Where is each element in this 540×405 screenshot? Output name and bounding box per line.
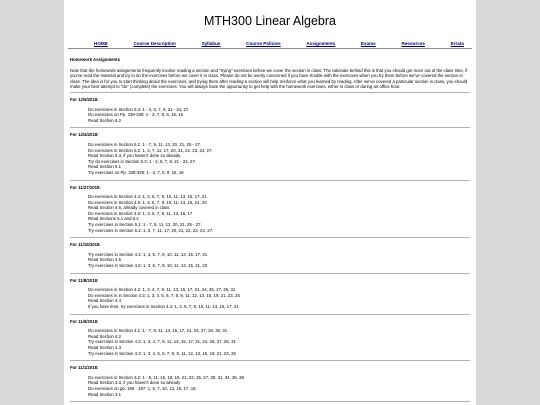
nav-link-assignments[interactable]: Assignments <box>306 41 336 46</box>
nav-link-course-policies[interactable]: Course Policies <box>246 41 281 46</box>
assignment-item: Do exercises in Section 3.2: 1 - 5, 11, 15, 18, 19, 21, 22, 25, 27, 30, 31, 34, 36, 39. <box>88 374 246 380</box>
assignment-item: Read Section 6.2 <box>88 117 121 123</box>
assignment-item: Do exercises in Section 4.5: 1, 3, 5, 7, 9, 10, 11, 13, 15, 21, 23 <box>88 199 207 205</box>
intro-divider <box>70 92 470 93</box>
assignment-item: Read Section 4.5 <box>88 257 121 263</box>
assignment-item: Read Section 3.3, if you haven't done so already <box>88 380 181 386</box>
assignment-item: Try exercises in Section 4.5: 1, 3, 5, 7, 9, 10, 11, 13, 15, 21, 23 <box>88 263 208 269</box>
page-container <box>64 0 476 405</box>
assignment-item: If you have time, try exercises in Section 4.4: 1, 3, 5, 7, 9, 10, 11, 13, 15, 17, 21 <box>88 304 239 309</box>
assignment-item: Read Section 4.6, already covered in class <box>88 205 170 211</box>
week-date: For 12/4/2018: <box>70 132 99 138</box>
week-block <box>70 132 470 180</box>
week-divider <box>70 401 470 402</box>
site-title: MTH300 Linear Algebra <box>203 14 337 28</box>
assignment-item: Try exercises in Section 5.1: 1 - 7, 9, 11, 13, 20, 21, 25 - 27. <box>88 222 202 228</box>
assignment-item: Do exercises in Section 5.2: 1, 3, 7, 11, 17, 20, 21, 22, 23, 24, 27. <box>88 147 213 153</box>
assignment-item: Try exercises in Section 4.3: 1, 3, 4, 5, 6, 7, 8, 9, 11, 12, 13, 15, 19, 21, 23, 25 <box>88 350 236 356</box>
nav-link-home[interactable]: HOME <box>94 41 108 46</box>
week-date: For 11/6/2018: <box>70 318 99 324</box>
assignment-item: Read Section 4.2 <box>88 333 121 339</box>
week-divider <box>70 314 470 315</box>
assignment-item: Read Section 4.3 <box>88 344 121 350</box>
assignment-item: Try exercises in Section 4.2: 1, 3, 4, 7, 9, 11, 13, 15, 17, 21, 24, 25, 27, 28, 31 <box>88 339 236 345</box>
week-block <box>70 365 470 402</box>
week-items <box>70 142 470 176</box>
assignment-item: Do exercises in Section 5.1: 1 - 7, 9, 11, 13, 20, 21, 25 - 27. <box>88 141 202 147</box>
assignment-item: Read Section 6.1 <box>88 164 121 170</box>
assignment-item: Try exercises on Pp. 338-339: 1 - 3, 7, 8, 9, 15, 16 <box>88 169 184 175</box>
week-divider <box>70 237 470 238</box>
week-divider <box>70 127 470 128</box>
assignment-item: Try exercises in Section 5.2: 1, 3, 7, 11, 17, 20, 21, 22, 23, 24, 27. <box>88 227 214 233</box>
assignment-item: Read Sections 5.1 and 5.2 <box>88 216 139 222</box>
assignment-item: Try do exercises in Section 5.3: 1 - 3, 5, 7, 9, 21 - 24, 27. <box>88 158 197 164</box>
assignment-item: Try exercises in Section 4.4: 1, 3, 5, 7, 9, 10, 11, 13, 15, 17, 21 <box>88 251 208 257</box>
week-date: For 11/1/2018: <box>70 365 99 371</box>
main-content <box>64 57 476 402</box>
assignment-item: Do exercises in Section 5.3: 1 - 3, 5, 7, 9, 21 - 24, 27. <box>88 106 190 112</box>
week-date: For 11/15/2018: <box>70 242 101 248</box>
nav-link-resources[interactable]: Resources <box>401 41 425 46</box>
week-block <box>70 242 470 273</box>
week-divider <box>70 360 470 361</box>
week-block <box>70 278 470 315</box>
assignment-item: Read Section 4.1 <box>88 391 121 397</box>
main-nav <box>94 41 464 46</box>
week-block <box>70 319 470 362</box>
week-items <box>70 194 470 233</box>
assignment-item: Do exercises in Section 4.6: 1, 3, 5, 7, 9, 11, 13, 15, 17 <box>88 210 193 216</box>
week-divider <box>70 180 470 181</box>
week-items <box>70 328 470 356</box>
week-block <box>70 97 470 128</box>
week-date: For 12/6/2018: <box>70 96 99 102</box>
assignment-item: Read Section 4.4 <box>88 298 121 304</box>
week-items <box>70 252 470 269</box>
assignment-item: Do exercises on Pp. 338-339: 1 - 3, 7, 8, 9, 15, 16 <box>88 112 184 118</box>
week-divider <box>70 273 470 274</box>
assignment-item: Do exercises in Section 4.1: 1 - 7, 9, 11, 13, 15, 17, 21, 23, 27, 28, 30, 31 <box>88 328 228 334</box>
week-items <box>70 107 470 124</box>
nav-divider <box>68 48 472 49</box>
week-items <box>70 375 470 397</box>
section-heading: Homework Assignments <box>70 57 120 62</box>
week-items <box>70 287 470 309</box>
assignment-item: Read Section 5.3, if you haven't done so already. <box>88 153 182 159</box>
assignment-item: Do exercises in Section 4.2: 1, 3, 4, 7, 9, 11, 13, 15, 17, 21, 24, 25, 27, 26, 31 <box>88 287 236 293</box>
nav-link-exams[interactable]: Exams <box>360 41 376 46</box>
intro-paragraph: Note that the homework assignments frequently involve reading a section and "trying" exercises before we cover the section in class. The rationale behind this is that you should get more out of the class time, if you've read the material and try to do the exercises before we cover it in class. Please do not be overly concerned if you have trouble with the exercises when you try them before we've covered the section in class. The idea is for you to start thinking about the exercises, and trying them after reading a section will help reinforce what you learned by reading. After we've covered a particular section in class, you should make your best attempt to "do" (complete) the exercises. You will always have the opportunity to get help with the homework exercises, either in class or during an office hour. <box>70 67 468 90</box>
assignment-list <box>70 97 470 402</box>
week-date: For 11/8/2018: <box>70 277 99 283</box>
assignment-item: Do exercises on pp. 186 - 187: 1, 5, 7, 10, 13, 15, 17, 18. <box>88 385 197 391</box>
assignment-item: Do exercises in in Section 4.3: 1, 3, 4, 5, 6, 7, 8, 9, 11, 12, 13, 15, 19, 21, 23, 25 <box>88 292 240 298</box>
nav-link-errata[interactable]: Errata <box>450 41 464 46</box>
nav-link-syllabus[interactable]: Syllabus <box>201 41 221 46</box>
nav-link-course-description[interactable]: Course Description <box>133 41 176 46</box>
week-date: For 11/27/2018: <box>70 184 101 190</box>
week-block <box>70 185 470 239</box>
assignment-item: Do exercises in Section 4.4: 1, 3, 5, 7, 9, 10, 11, 13, 15, 17, 21 <box>88 194 207 200</box>
